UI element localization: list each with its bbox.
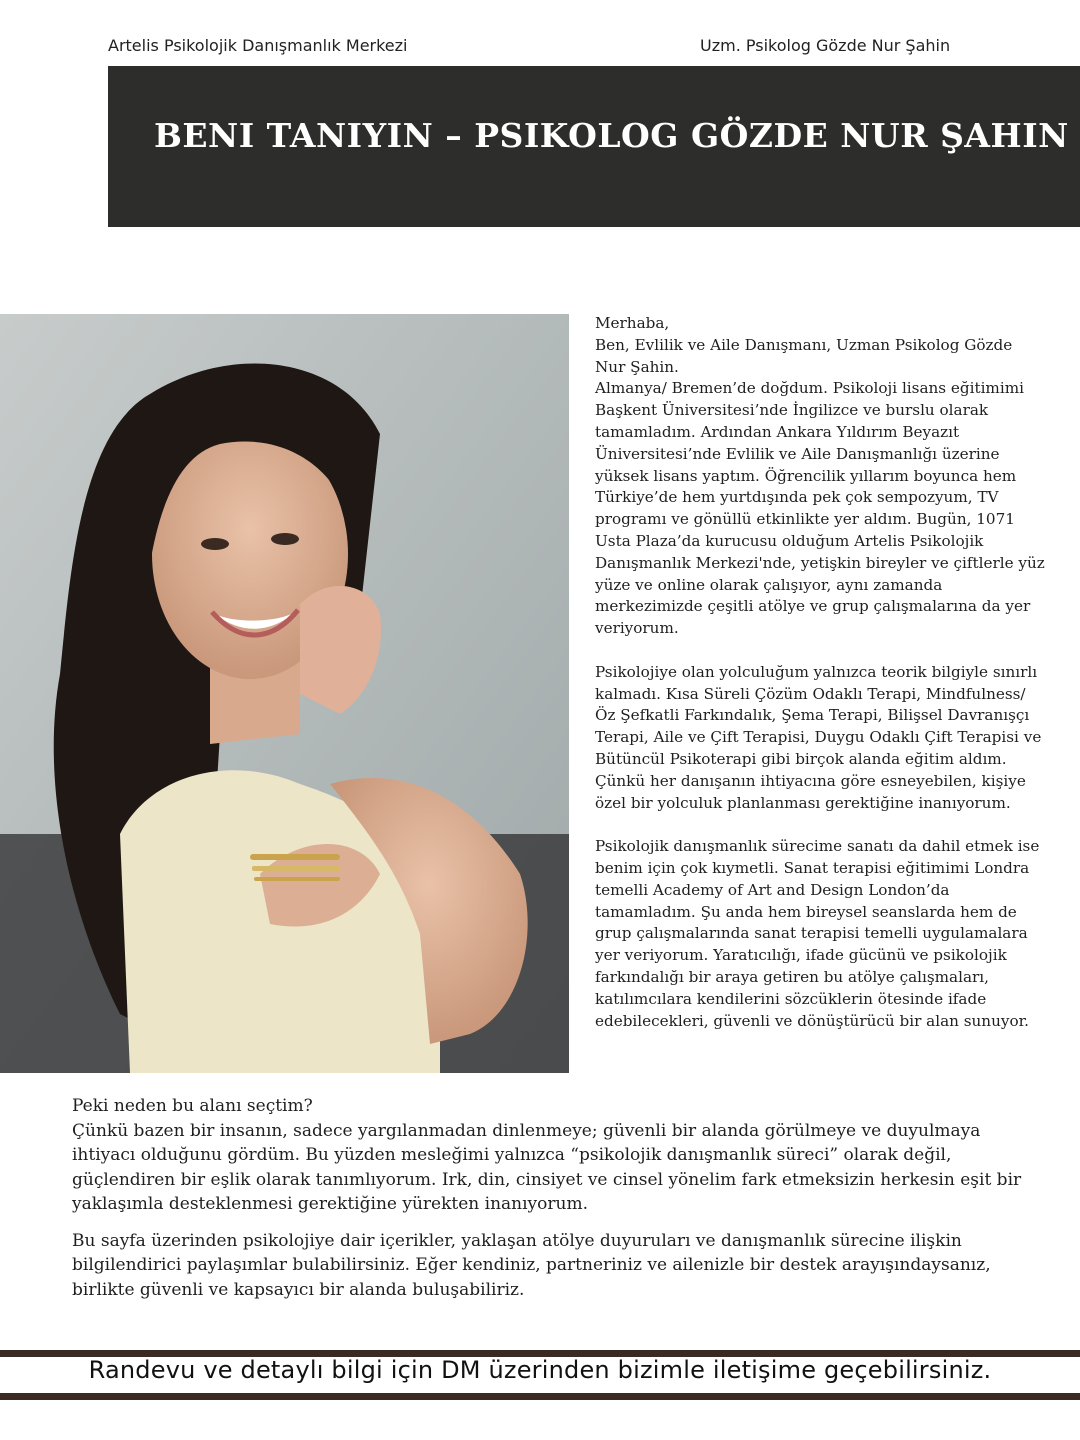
footer-bottom-rule [0, 1393, 1080, 1400]
bio-training: Psikolojiye olan yolculuğum yalnızca teorik bilgiyle sınırlı kalmadı. Kısa Süreli Çözüm Odaklı Terapi, Mindfulness/ Öz Şefkatli Farkındalık, Şema Terapi, Bilişsel Davranışçı Terapi, Aile ve Çift Terapisi, Duygu Odaklı Çift Terapisi ve Bütüncül Psikoterapi gibi birçok alanda eğitim aldım. Çünkü her danışanın ihtiyacına göre esneyebilen, kişiye özel bir yolculuk planlanması gerektiğine inanıyorum. [595, 662, 1042, 812]
portrait-photo [0, 314, 569, 1073]
bio-background: Almanya/ Bremen’de doğdum. Psikoloji lisans eğitimimi Başkent Üniversitesi’nde İngilizce ve burslu olarak tamamladım. Ardından Ankara Yıldırım Beyazıt Üniversitesi’nde Evlilik ve Aile Danışmanlığı üzerine yüksek lisans yaptım. Öğrencilik yıllarım boyunca hem Türkiye’de hem yurtdışında pek çok sempozyum, TV programı ve gönüllü etkinlikte yer aldım. Bugün, 1071 Usta Plaza’da kurucusu olduğum Artelis Psikolojik Danışmanlık Merkezi'nde, yetişkin bireyler ve çiftlerle yüz yüze ve online olarak çalışıyor, aynı zamanda merkezimizde çeşitli atölye ve grup çalışmalarına da yer veriyorum. [595, 379, 1045, 638]
greeting: Merhaba, [595, 314, 670, 332]
bio-text [595, 313, 1045, 1032]
why-section [72, 1094, 1042, 1302]
closing-paragraph: Bu sayfa üzerinden psikolojiye dair içerikler, yaklaşan atölye duyuruları ve danışmanlık sürecine ilişkin bilgilendirici paylaşımlar bulabilirsiniz. Eğer kendiniz, partneriniz ve ailenizle bir destek arayışındaysanız, birlikte güvenli ve kapsayıcı bir alanda buluşabiliriz. [72, 1230, 991, 1300]
center-name: Artelis Psikolojik Danışmanlık Merkezi [108, 36, 408, 55]
psychologist-name: Uzm. Psikolog Gözde Nur Şahin [700, 36, 951, 55]
why-question: Peki neden bu alanı seçtim? [72, 1096, 313, 1116]
title-banner [108, 66, 1080, 227]
page-title: BENI TANIYIN – PSIKOLOG GÖZDE NUR ŞAHIN [154, 116, 1069, 155]
footer-cta: Randevu ve detaylı bilgi için DM üzerinden bizimle iletişime geçebilirsiniz. [88, 1356, 992, 1384]
bio-intro: Ben, Evlilik ve Aile Danışmanı, Uzman Psikolog Gözde Nur Şahin. [595, 335, 1013, 376]
why-answer: Çünkü bazen bir insanın, sadece yargılanmadan dinlenmeye; güvenli bir alanda görülmeye ve duyulmaya ihtiyacı olduğunu gördüm. Bu yüzden mesleğimi yalnızca “psikolojik danışmanlık süreci” olarak değil, güçlendiren bir eşlik olarak tanımlıyorum. Irk, din, cinsiyet ve cinsel yönelim fark etmeksizin herkesin eşit bir yaklaşımla desteklenmesi gerektiğine yürekten inanıyorum. [72, 1120, 1022, 1214]
bio-art-therapy: Psikolojik danışmanlık sürecime sanatı da dahil etmek ise benim için çok kıymetli. Sanat terapisi eğitimimi Londra temelli Academy of Art and Design London’da tamamladım. Şu anda hem bireysel seanslarda hem de grup çalışmalarında sanat terapisi temelli uygulamalara yer veriyorum. Yaratıcılığı, ifade gücünü ve psikolojik farkındalığı bir araya getiren bu atölye çalışmaları, katılımcılara kendilerini sözcüklerin ötesinde ifade edebilecekleri, güvenli ve dönüştürücü bir alan sunuyor. [595, 837, 1040, 1030]
